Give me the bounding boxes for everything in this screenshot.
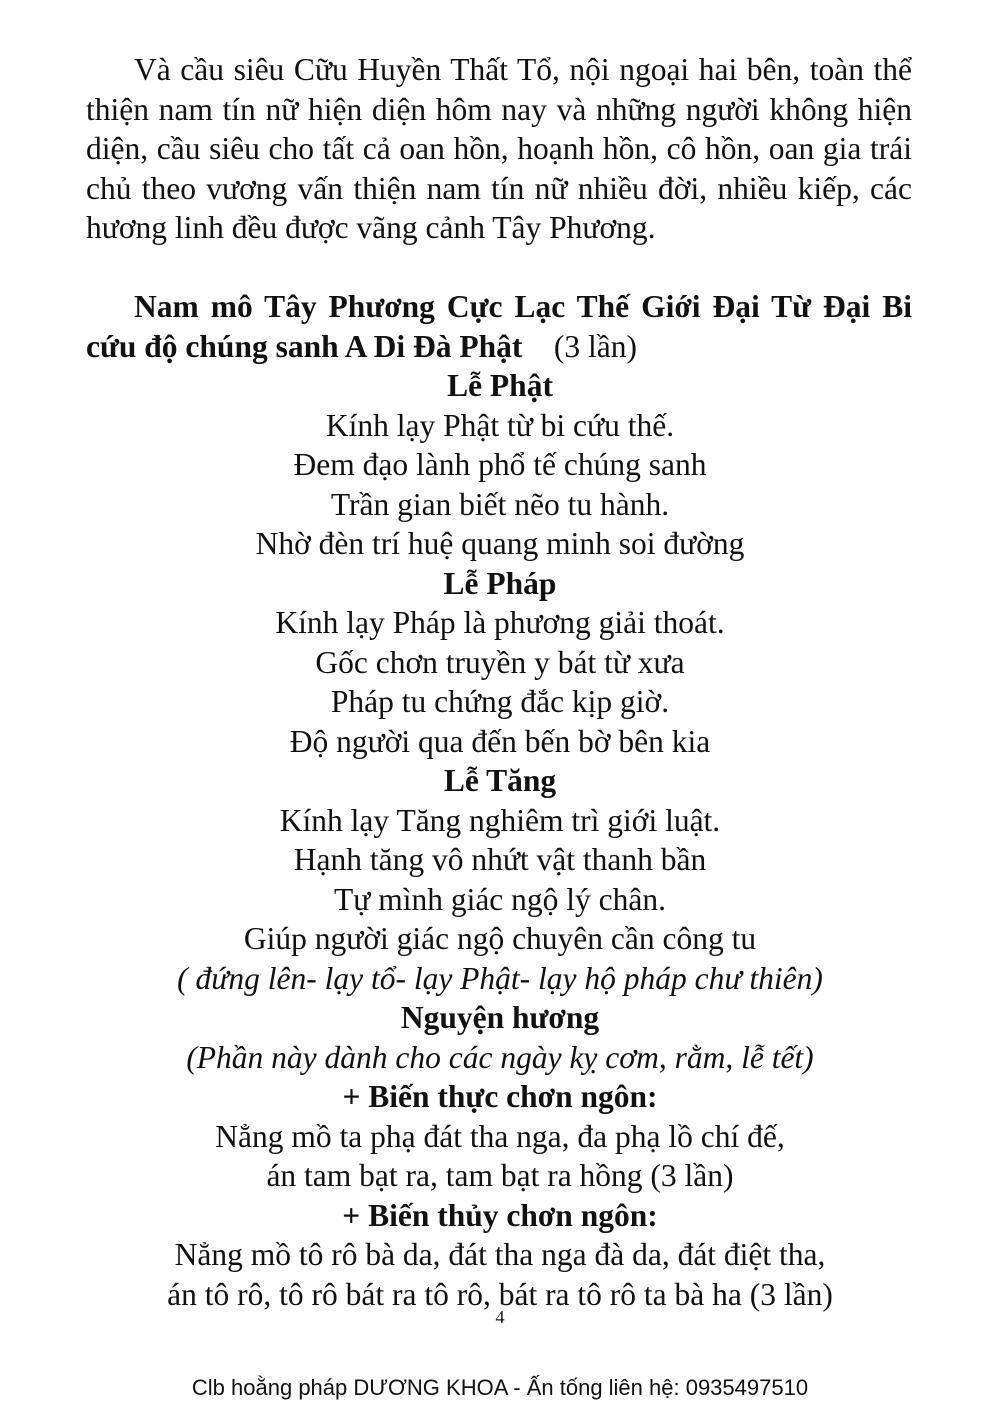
le-tang-line: Giúp người giác ngộ chuyên cần công tu — [243, 921, 757, 956]
bien-thuy-title: + Biến thủy chơn ngôn: — [342, 1198, 658, 1233]
bien-thuc-line: Nẳng mồ ta phạ đát tha nga, đa phạ lồ chí đế, — [215, 1119, 785, 1154]
le-phat-line: Đem đạo lành phổ tế chúng sanh — [293, 447, 707, 482]
instruction-line: ( đứng lên- lạy tổ- lạy Phật- lạy hộ pháp chư thiên) — [177, 961, 823, 996]
le-phap-line: Pháp tu chứng đắc kịp giờ. — [330, 684, 670, 719]
le-tang-line: Kính lạy Tăng nghiêm trì giới luật. — [279, 803, 721, 838]
footer-contact: Clb hoằng pháp DƯƠNG KHOA - Ấn tống liên hệ: 0935497510 — [191, 1375, 809, 1400]
bien-thuy-line: Nẳng mồ tô rô bà da, đát tha nga đà da, đát điệt tha, — [174, 1237, 826, 1272]
intro-paragraph: Và cầu siêu Cữu Huyền Thất Tổ, nội ngoại hai bên, toàn thể thiện nam tín nữ hiện diện hôm nay và những người không hiện diện, cầu siêu cho tất cả oan hồn, hoạnh hồn, cô hồn, oan gia trái chủ theo vương vấn thiện nam tín nữ nhiều đời, nhiều kiếp, các hương linh đều được vãng cảnh Tây Phương. — [86, 52, 912, 245]
invocation-text: Nam mô Tây Phương Cực Lạc Thế Giới Đại Từ Đại Bi cứu độ chúng sanh A Di Đà Phật — [86, 289, 912, 364]
le-tang-line: Hạnh tăng vô nhứt vật thanh bần — [293, 842, 707, 877]
le-phap-line: Gốc chơn truyền y bát từ xưa — [315, 645, 685, 680]
le-phat-line: Trần gian biết nẽo tu hành. — [330, 487, 670, 522]
le-tang-title: Lễ Tăng — [443, 763, 557, 798]
bien-thuc-line: án tam bạt ra, tam bạt ra hồng (3 lần) — [266, 1158, 734, 1193]
le-tang-line: Tự mình giác ngộ lý chân. — [334, 882, 666, 917]
le-phat-title: Lễ Phật — [447, 368, 553, 403]
le-phap-line: Độ người qua đến bến bờ bên kia — [289, 724, 711, 759]
le-phat-line: Nhờ đèn trí huệ quang minh soi đường — [255, 526, 745, 561]
nguyen-huong-title: Nguyện hương — [400, 1000, 600, 1035]
page-number: 4 — [495, 1307, 505, 1327]
bien-thuc-title: + Biến thực chơn ngôn: — [342, 1079, 658, 1114]
le-phap-line: Kính lạy Pháp là phương giải thoát. — [275, 605, 725, 640]
nguyen-huong-note: (Phần này dành cho các ngày kỵ cơm, rằm, lễ tết) — [186, 1040, 814, 1075]
invocation-paragraph — [86, 287, 912, 366]
bien-thuy-line: án tô rô, tô rô bát ra tô rô, bát ra tô rô ta bà ha (3 lần) — [167, 1277, 833, 1312]
le-phap-title: Lễ Pháp — [443, 566, 557, 601]
le-phat-line: Kính lạy Phật từ bi cứu thế. — [325, 408, 675, 443]
invocation-repeat: (3 lần) — [553, 328, 637, 364]
